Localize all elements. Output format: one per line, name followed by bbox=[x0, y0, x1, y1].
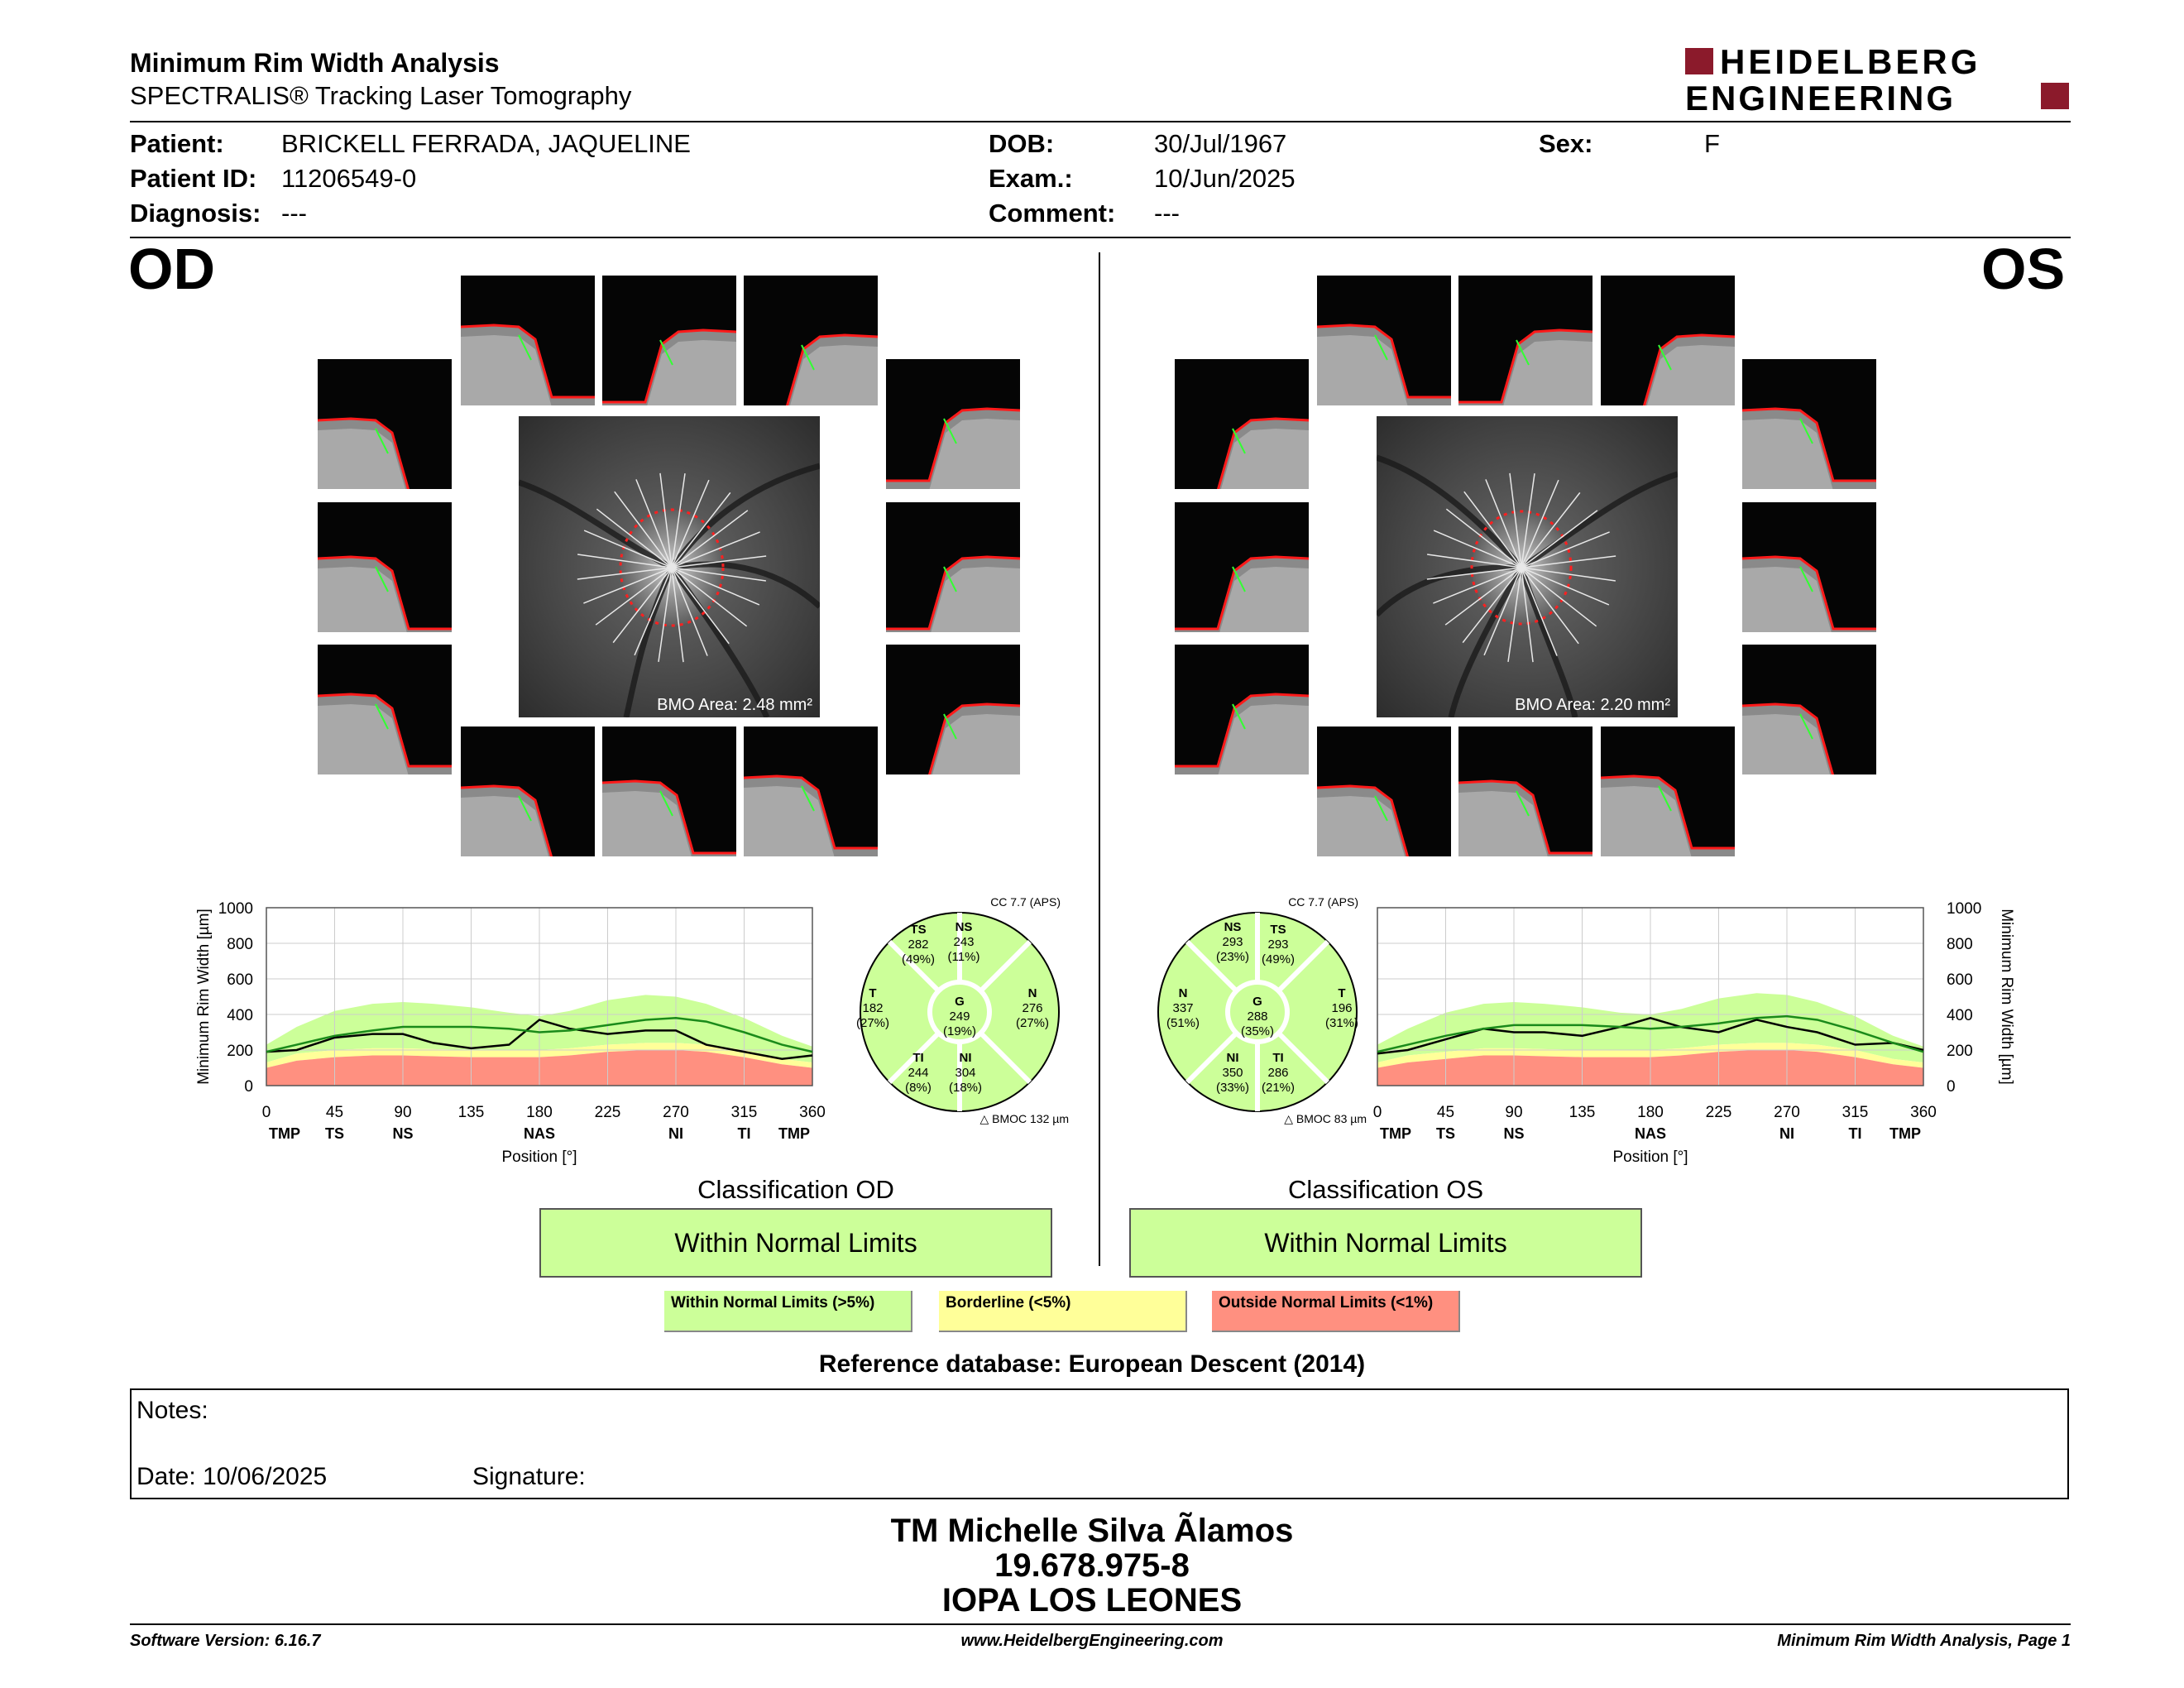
sector-ns-text: 293 bbox=[1222, 935, 1243, 949]
sector-n-text: N bbox=[1178, 986, 1188, 1000]
bmo-area-os: BMO Area: 2.20 mm² bbox=[1515, 696, 1670, 714]
x-tick-label: 135 bbox=[457, 1104, 485, 1121]
sector-label: TI bbox=[1848, 1125, 1862, 1142]
oct-scan-od-1 bbox=[461, 276, 595, 405]
patient-divider bbox=[130, 237, 2071, 238]
patient-id-label: Patient ID: bbox=[130, 164, 257, 193]
sector-ts-text: 282 bbox=[908, 938, 929, 952]
logo-line1: HEIDELBERG bbox=[1720, 46, 1981, 81]
signer-rut: 19.678.975-8 bbox=[994, 1547, 1190, 1584]
diagnosis-value: --- bbox=[281, 199, 307, 228]
sector-label: NAS bbox=[523, 1125, 556, 1142]
cc-label: CC 7.7 (APS) bbox=[1288, 895, 1358, 909]
y-axis-label: Minimum Rim Width [µm] bbox=[1998, 909, 2015, 1085]
sector-ni-text: NI bbox=[959, 1051, 972, 1065]
sector-ti-text: 244 bbox=[908, 1066, 929, 1080]
y-tick-label: 800 bbox=[1947, 936, 1973, 953]
bmoc-label: △ BMOC 132 µm bbox=[979, 1112, 1069, 1125]
logo-line2: ENGINEERING bbox=[1685, 79, 1956, 116]
sector-n-text: N bbox=[1027, 986, 1037, 1000]
sector-ti-text: TI bbox=[1272, 1051, 1284, 1065]
sector-n-text: (51%) bbox=[1166, 1016, 1200, 1030]
oct-scan-od-7 bbox=[744, 727, 878, 856]
reference-database: Reference database: European Descent (2014) bbox=[818, 1350, 1366, 1378]
y-tick-label: 400 bbox=[1947, 1007, 1973, 1024]
sector-ni-text: 304 bbox=[955, 1066, 976, 1080]
website: www.HeidelbergEngineering.com bbox=[960, 1632, 1224, 1650]
classification-result-os: Within Normal Limits bbox=[1264, 1227, 1507, 1258]
sector-wheel-os bbox=[1133, 890, 1382, 1138]
sector-label: TI bbox=[737, 1125, 751, 1142]
sector-wheel-od bbox=[836, 890, 1084, 1138]
sector-label: TMP bbox=[1380, 1125, 1411, 1142]
legend-borderline: Borderline (<5%) bbox=[939, 1291, 1187, 1332]
sector-ns-text: NS bbox=[955, 920, 973, 934]
fundus-svg-os bbox=[1377, 416, 1678, 717]
oct-scan-os-11 bbox=[1175, 502, 1309, 632]
sector-ns-text: NS bbox=[1224, 920, 1242, 934]
eye-label-os: OS bbox=[1981, 237, 2066, 301]
oct-scan-os-2 bbox=[1458, 276, 1592, 405]
y-tick-label: 0 bbox=[244, 1078, 253, 1096]
oct-scan-os-6 bbox=[1742, 645, 1876, 774]
fundus-image-os bbox=[1377, 416, 1678, 717]
x-tick-label: 45 bbox=[1436, 1104, 1455, 1121]
oct-scan-os-10 bbox=[1175, 645, 1309, 774]
mrw-chart-od bbox=[190, 898, 852, 1171]
oct-scan-od-6 bbox=[886, 645, 1020, 774]
x-tick-label: 90 bbox=[394, 1104, 412, 1121]
sector-g-text: 288 bbox=[1247, 1009, 1268, 1024]
oct-scan-os-12 bbox=[1175, 359, 1309, 489]
eye-separator bbox=[1099, 252, 1100, 1266]
sector-ts-text: TS bbox=[1270, 923, 1286, 937]
x-tick-label: 0 bbox=[1372, 1104, 1382, 1121]
x-tick-label: 180 bbox=[1637, 1104, 1664, 1121]
sector-ns-text: 243 bbox=[953, 935, 975, 949]
sector-ni-text: (33%) bbox=[1215, 1081, 1250, 1095]
mrw-chart-os bbox=[1344, 898, 2023, 1171]
page-label: Minimum Rim Width Analysis, Page 1 bbox=[1777, 1632, 2071, 1650]
bmo-area-od: BMO Area: 2.48 mm² bbox=[657, 696, 812, 714]
oct-scan-od-5 bbox=[886, 502, 1020, 632]
oct-scan-os-4 bbox=[1742, 359, 1876, 489]
logo-square-top bbox=[1685, 48, 1713, 74]
sector-ti-text: (8%) bbox=[905, 1081, 932, 1095]
exam-label: Exam.: bbox=[989, 164, 1073, 193]
x-tick-label: 45 bbox=[325, 1104, 344, 1121]
sector-ni-text: 350 bbox=[1222, 1066, 1243, 1080]
notes-label: Notes: bbox=[136, 1397, 208, 1424]
sector-ts-text: TS bbox=[910, 923, 927, 937]
oct-scan-os-7 bbox=[1601, 727, 1735, 856]
sector-label: TS bbox=[1435, 1125, 1456, 1142]
x-tick-label: 225 bbox=[1705, 1104, 1732, 1121]
oct-scan-os-1 bbox=[1317, 276, 1451, 405]
sector-label: NI bbox=[1779, 1125, 1794, 1142]
sector-t-text: 196 bbox=[1331, 1001, 1353, 1015]
x-tick-label: 135 bbox=[1569, 1104, 1596, 1121]
oct-scan-os-8 bbox=[1458, 727, 1592, 856]
y-tick-label: 400 bbox=[227, 1007, 253, 1024]
x-tick-label: 225 bbox=[594, 1104, 621, 1121]
oct-scan-od-9 bbox=[461, 727, 595, 856]
notes-box bbox=[130, 1388, 2069, 1499]
x-tick-label: 270 bbox=[663, 1104, 689, 1121]
sector-label: TMP bbox=[269, 1125, 300, 1142]
y-axis-label: Minimum Rim Width [µm] bbox=[195, 909, 213, 1085]
sector-g-text: G bbox=[1252, 995, 1262, 1009]
sector-ts-text: (49%) bbox=[901, 952, 936, 966]
oct-scan-od-4 bbox=[886, 359, 1020, 489]
sector-label: NI bbox=[668, 1125, 683, 1142]
diagnosis-label: Diagnosis: bbox=[130, 199, 261, 228]
x-tick-label: 360 bbox=[799, 1104, 826, 1121]
x-axis-label: Position [°] bbox=[501, 1149, 577, 1166]
report-subtitle: SPECTRALIS® Tracking Laser Tomography bbox=[130, 81, 632, 110]
x-tick-label: 315 bbox=[1842, 1104, 1869, 1121]
heidelberg-logo bbox=[1684, 46, 2072, 116]
oct-scan-os-3 bbox=[1601, 276, 1735, 405]
sector-t-text: (31%) bbox=[1324, 1016, 1359, 1030]
sector-ni-text: (18%) bbox=[948, 1081, 983, 1095]
header-divider bbox=[130, 121, 2071, 122]
y-tick-label: 200 bbox=[227, 1043, 253, 1060]
sector-g-text: (35%) bbox=[1240, 1024, 1275, 1038]
sector-g-text: G bbox=[955, 995, 965, 1009]
legend-onl: Outside Normal Limits (<1%) bbox=[1212, 1291, 1460, 1332]
sector-label: TMP bbox=[1889, 1125, 1921, 1142]
classification-title-os: Classification OS bbox=[1287, 1175, 1484, 1204]
dob-value: 30/Jul/1967 bbox=[1154, 129, 1287, 158]
dob-label: DOB: bbox=[989, 129, 1055, 158]
signer-name: TM Michelle Silva Ãlamos bbox=[890, 1513, 1294, 1549]
fundus-image-od bbox=[519, 416, 820, 717]
footer-divider bbox=[130, 1623, 2071, 1625]
y-tick-label: 1000 bbox=[218, 900, 253, 918]
oct-scan-os-9 bbox=[1317, 727, 1451, 856]
comment-label: Comment: bbox=[989, 199, 1116, 228]
sector-ti-text: TI bbox=[912, 1051, 924, 1065]
sector-n-text: 276 bbox=[1022, 1001, 1043, 1015]
x-tick-label: 270 bbox=[1774, 1104, 1800, 1121]
classification-box-os bbox=[1129, 1208, 1642, 1278]
comment-value: --- bbox=[1154, 199, 1180, 228]
x-tick-label: 0 bbox=[261, 1104, 271, 1121]
oct-scan-os-5 bbox=[1742, 502, 1876, 632]
sector-t-text: T bbox=[1338, 986, 1346, 1000]
patient-id-value: 11206549-0 bbox=[281, 164, 417, 193]
sector-n-text: (27%) bbox=[1015, 1016, 1050, 1030]
classification-box-od bbox=[539, 1208, 1052, 1278]
sector-label: TS bbox=[324, 1125, 345, 1142]
sector-t-text: 182 bbox=[862, 1001, 884, 1015]
classification-result-od: Within Normal Limits bbox=[674, 1227, 917, 1258]
oct-scan-od-11 bbox=[318, 502, 452, 632]
y-tick-label: 0 bbox=[1947, 1078, 1956, 1096]
sector-ti-text: (21%) bbox=[1261, 1081, 1296, 1095]
sector-t-text: (27%) bbox=[855, 1016, 890, 1030]
sector-ts-text: (49%) bbox=[1261, 952, 1296, 966]
bmoc-label: △ BMOC 83 µm bbox=[1284, 1112, 1367, 1125]
y-tick-label: 200 bbox=[1947, 1043, 1973, 1060]
sex-value: F bbox=[1704, 129, 1720, 158]
legend-wnl: Within Normal Limits (>5%) bbox=[664, 1291, 912, 1332]
oct-scan-od-10 bbox=[318, 645, 452, 774]
date-label: Date: 10/06/2025 bbox=[136, 1463, 328, 1490]
sector-n-text: 337 bbox=[1172, 1001, 1194, 1015]
sector-label: NAS bbox=[1634, 1125, 1667, 1142]
fundus-svg-od bbox=[519, 416, 820, 717]
x-tick-label: 90 bbox=[1505, 1104, 1523, 1121]
sector-ts-text: 293 bbox=[1267, 938, 1289, 952]
sector-g-text: (19%) bbox=[942, 1024, 977, 1038]
sector-ns-text: (11%) bbox=[947, 950, 980, 964]
sector-t-text: T bbox=[869, 986, 877, 1000]
oct-scan-od-8 bbox=[602, 727, 736, 856]
oct-scan-od-3 bbox=[744, 276, 878, 405]
software-version: Software Version: 6.16.7 bbox=[130, 1632, 321, 1650]
oct-scan-od-12 bbox=[318, 359, 452, 489]
sector-label: TMP bbox=[778, 1125, 810, 1142]
y-tick-label: 600 bbox=[1947, 971, 1973, 989]
oct-scan-od-2 bbox=[602, 276, 736, 405]
sector-label: NS bbox=[1503, 1125, 1525, 1142]
report-title: Minimum Rim Width Analysis bbox=[130, 48, 500, 78]
x-tick-label: 360 bbox=[1910, 1104, 1937, 1121]
y-tick-label: 800 bbox=[227, 936, 253, 953]
eye-label-od: OD bbox=[128, 237, 215, 301]
sector-ns-text: (23%) bbox=[1215, 950, 1250, 964]
sex-label: Sex: bbox=[1539, 129, 1593, 158]
x-tick-label: 180 bbox=[526, 1104, 553, 1121]
signer-institution: IOPA LOS LEONES bbox=[941, 1582, 1243, 1618]
signature-label: Signature: bbox=[472, 1463, 586, 1490]
exam-value: 10/Jun/2025 bbox=[1154, 164, 1296, 193]
x-axis-label: Position [°] bbox=[1612, 1149, 1688, 1166]
y-tick-label: 600 bbox=[227, 971, 253, 989]
sector-label: NS bbox=[392, 1125, 414, 1142]
cc-label: CC 7.7 (APS) bbox=[990, 895, 1061, 909]
x-tick-label: 315 bbox=[730, 1104, 758, 1121]
logo-square-bottom bbox=[2041, 83, 2069, 109]
patient-name: BRICKELL FERRADA, JAQUELINE bbox=[281, 129, 691, 158]
sector-g-text: 249 bbox=[949, 1009, 970, 1024]
sector-ti-text: 286 bbox=[1267, 1066, 1289, 1080]
classification-title-od: Classification OD bbox=[697, 1175, 894, 1204]
patient-label: Patient: bbox=[130, 129, 224, 158]
sector-ni-text: NI bbox=[1226, 1051, 1239, 1065]
y-tick-label: 1000 bbox=[1947, 900, 1982, 918]
